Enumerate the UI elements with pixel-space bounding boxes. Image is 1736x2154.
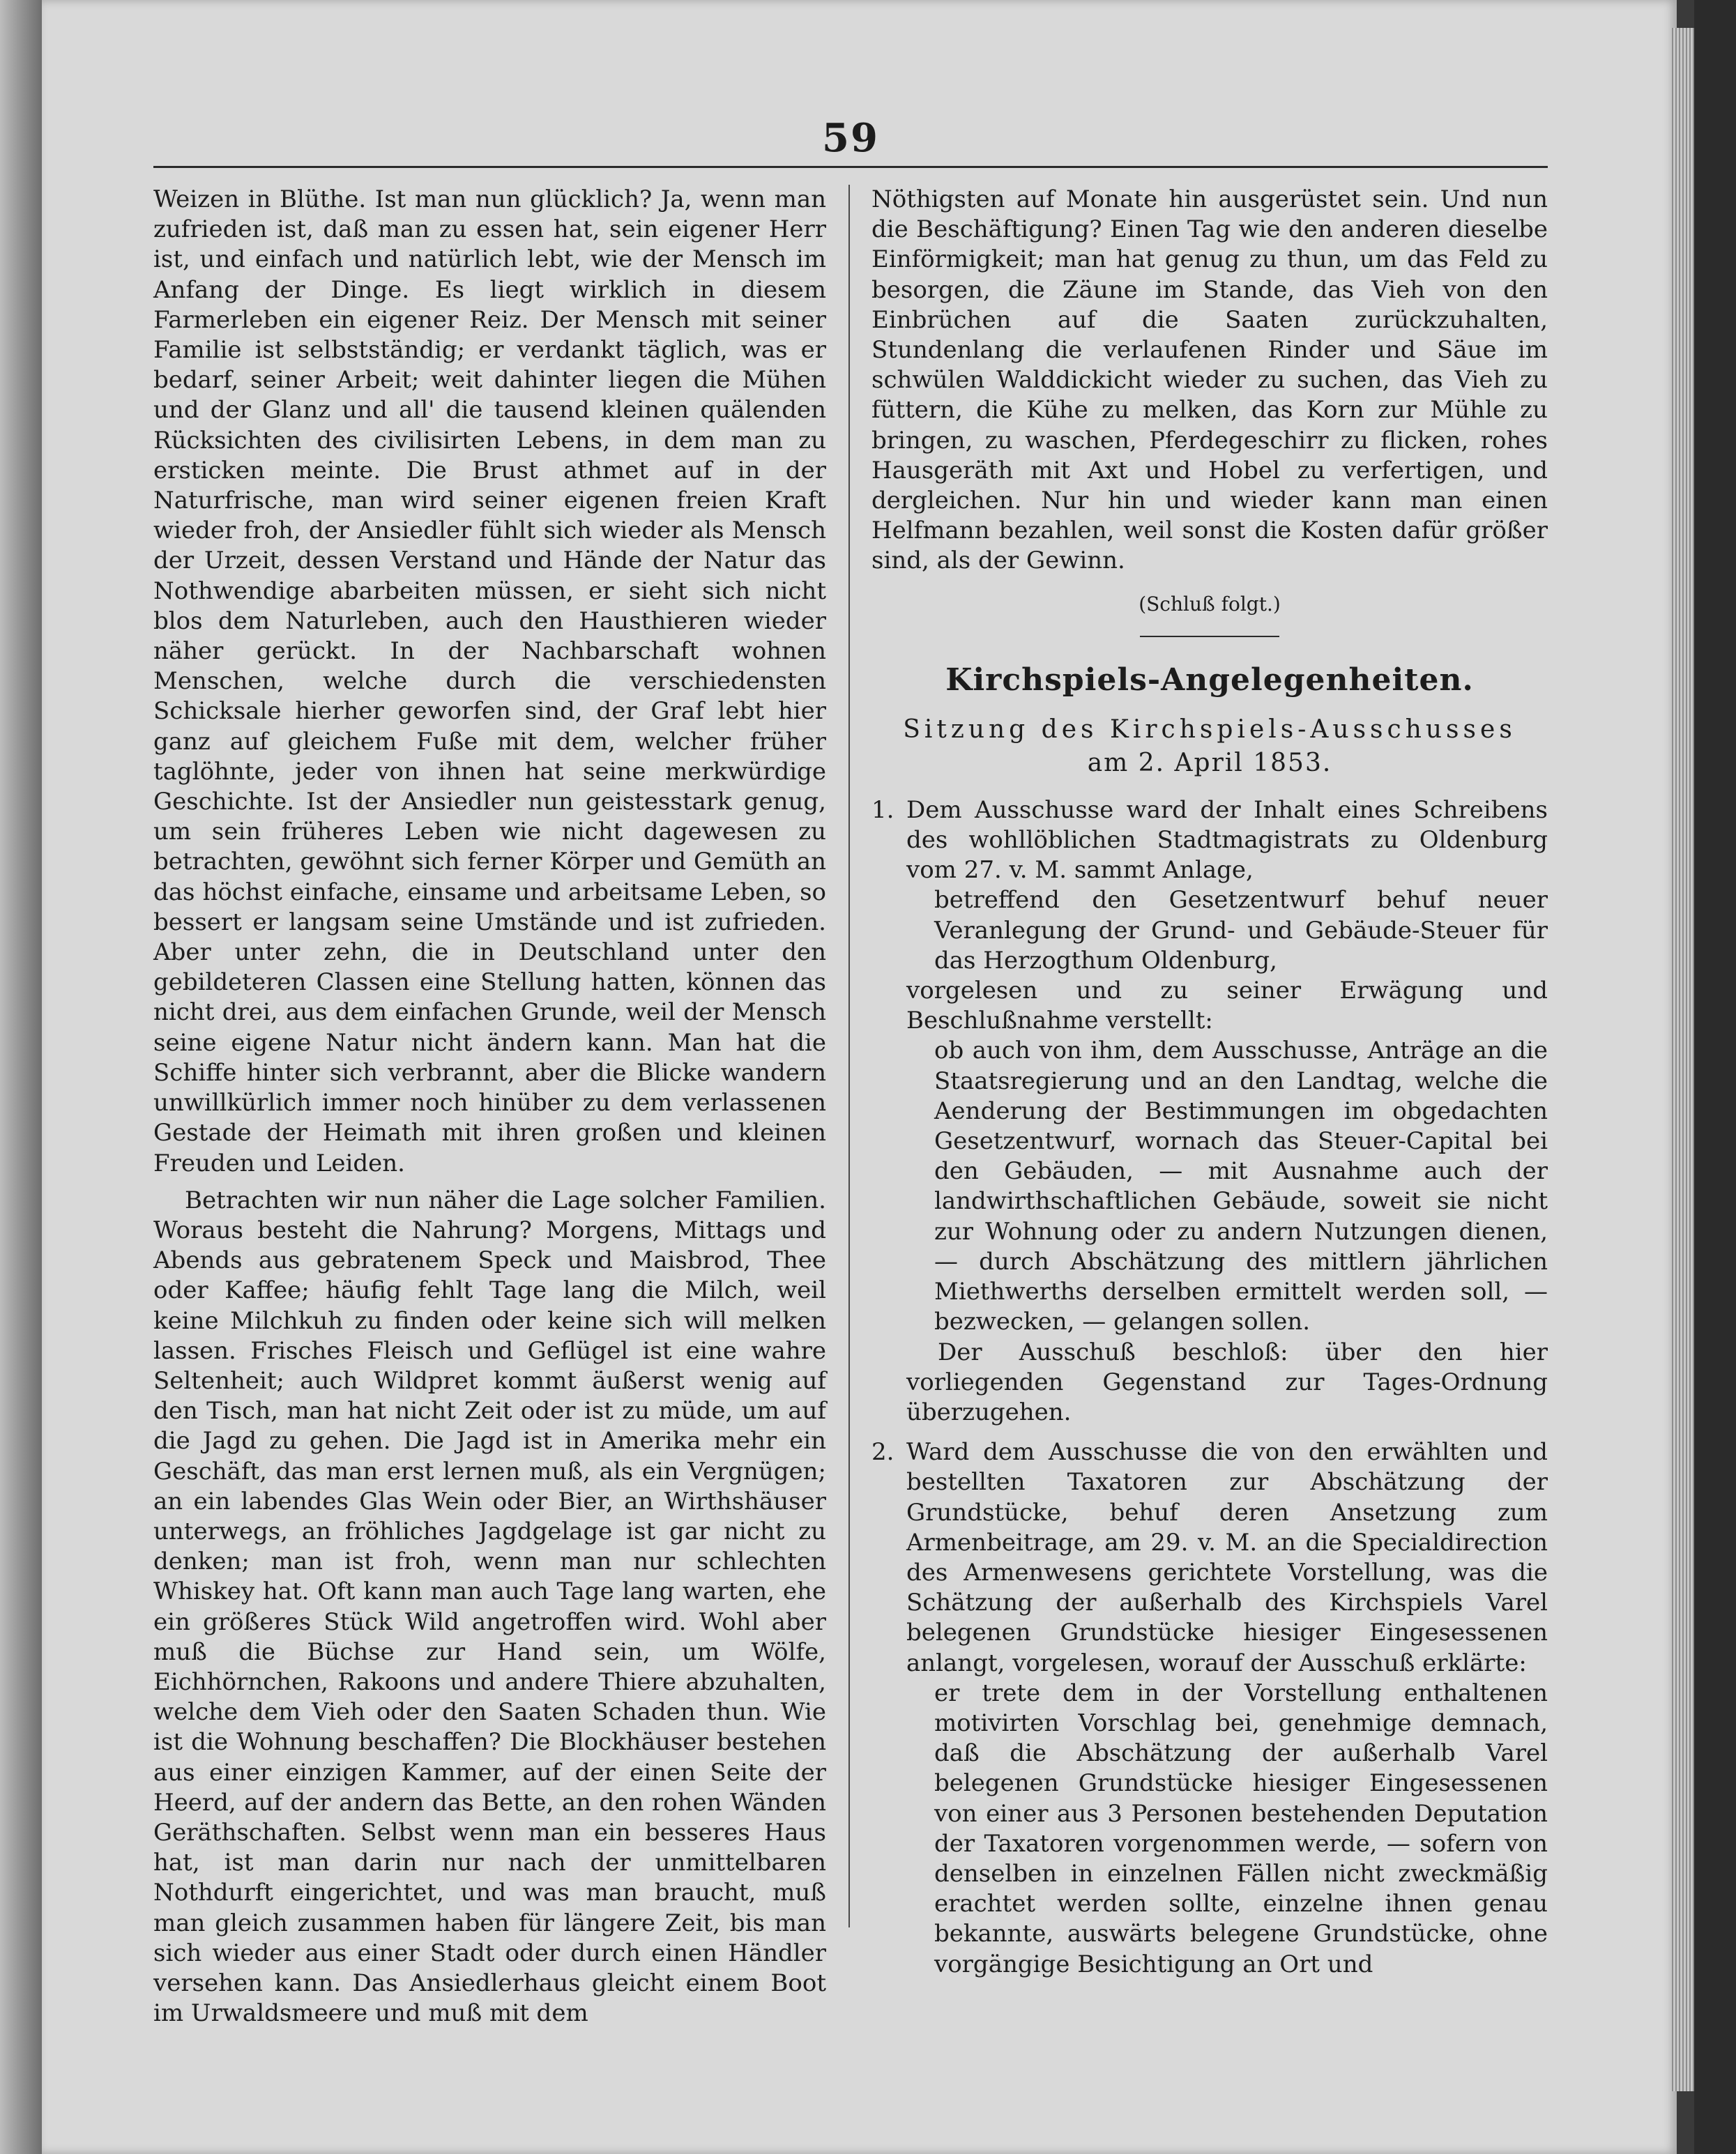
item-question: ob auch von ihm, dem Ausschusse, Anträge an die Staatsregierung und an den Landtag, welche die Aenderung der Bestimmungen im obgedachten Gesetzentwurf, wornach das Steuer-Capital bei den Gebäuden, — mit Ausnahme auch der landwirthschaftlichen Gebäude, soweit sie nicht zur Wohnung oder zu andern Nutzungen dienen, — durch Abschätzung des mittlern jährlichen Miethwerths derselben ermittelt werden soll, — bezwecken, — gelangen sollen. — [934, 1037, 1548, 1336]
body-paragraph: Weizen in Blüthe. Ist man nun glücklich? Ja, wenn man zufrieden ist, daß man zu essen hat, sein eigener Herr ist, und einfach und natürlich lebt, wie der Mensch im Anfang der Dinge. Es liegt wirklich in diesem Farmerleben ein eigener Reiz. Der Mensch mit seiner Familie ist selbstständig; er verdankt täglich, was er bedarf, seiner Arbeit; weit dahinter liegen die Mühen und der Glanz und all' die tausend kleinen quälenden Rücksichten des civilisirten Lebens, in dem man zu ersticken meinte. Die Brust athmet auf in der Naturfrische, man wird seiner eigenen freien Kraft wieder froh, der Ansiedler fühlt sich wieder als Mensch der Urzeit, dessen Verstand und Hände der Natur das Nothwendige abarbeiten müssen, er sieht sich nicht blos dem Naturleben, auch den Hausthieren wieder näher gerückt. In der Nachbarschaft wohnen Menschen, welche durch die verschiedensten Schicksale hierher geworfen sind, der Graf lebt hier ganz auf gleichem Fuße mit dem, welcher früher taglöhnte, jeder von ihnen hat seine merkwürdige Geschichte. Ist der Ansiedler nun geistesstark genug, um sein früheres Leben wie nicht dagewesen zu betrachten, gewöhnt sich ferner Körper und Gemüth an das höchst einfache, einsame und arbeitsame Leben, so bessert er langsam seine Umstände und ist zufrieden. Aber unter zehn, die in Deutschland unter den gebildeteren Classen eine Stellung hatten, können das nicht drei, aus dem einfachen Grunde, weil der Mensch seine eigene Natur nicht ändern kann. Man hat die Schiffe hinter sich verbrannt, aber die Blicke wandern unwillkürlich immer noch hinüber zu dem verlassenen Gestade der Heimath mit ihren großen und kleinen Freuden und Leiden. — [153, 185, 826, 1177]
page-number: 59 — [822, 115, 879, 161]
item-intro: Ward dem Ausschusse die von den erwählten und bestellten Taxatoren zur Abschätzung der Grundstücke, behuf deren Ansetzung zum Armenbeitrage, am 29. v. M. an die Specialdirection des Armenwesens gerichtete Vorstellung, was die Schätzung der außerhalb des Kirchspiels Varel belegenen Grundstücke hiesiger Eingesessenen anlangt, vorgelesen, worauf der Ausschuß erklärte: — [906, 1438, 1548, 1677]
header-rule — [153, 166, 1548, 168]
session-date: am 2. April 1853. — [1087, 748, 1332, 777]
closing-note: (Schluß folgt.) — [1139, 592, 1281, 616]
item-number: 2. — [871, 1438, 894, 1467]
column-divider — [848, 185, 850, 1927]
item-read: vorgelesen und zu seiner Erwägung und Beschlußnahme verstellt: — [906, 977, 1548, 1035]
item-intro: Dem Ausschusse ward der Inhalt eines Schreibens des wohllöblichen Stadtmagistrats zu Oldenburg vom 27. v. M. sammt Anlage, — [906, 795, 1548, 885]
agenda-item-1 — [871, 795, 1548, 1428]
item-decision: Der Ausschuß beschloß: über den hier vorliegenden Gegenstand zur Tages-Ordnung überzugehen. — [906, 1338, 1548, 1426]
section-title: Kirchspiels-Angelegenheiten. — [945, 662, 1474, 698]
session-title: Sitzung des Kirchspiels-Ausschusses — [903, 715, 1516, 744]
body-paragraph: Betrachten wir nun näher die Lage solcher Familien. Woraus besteht die Nahrung? Morgens, Mittags und Abends aus gebratenem Speck und Maisbrod, Thee oder Kaffee; häufig fehlt Tage lang die Milch, weil keine Milchkuh zu finden oder keine sich will melken lassen. Frisches Fleisch und Geflügel ist eine wahre Seltenheit; auch Wildpret kommt äußerst wenig auf den Tisch, man hat nicht Zeit oder ist zu müde, um auf die Jagd zu gehen. Die Jagd ist in Amerika mehr ein Geschäft, das man erst lernen muß, als ein Vergnügen; an ein labendes Glas Wein oder Bier, an Wirthshäuser unterwegs, an fröhliches Jagdgelage ist gar nicht zu denken; man ist froh, wenn man nur schlechten Whiskey hat. Oft kann man auch Tage lang warten, ehe ein größeres Stück Wild angetroffen wird. Wohl aber muß die Büchse zur Hand sein, um Wölfe, Eichhörnchen, Rakoons und andere Thiere abzuhalten, welche dem Vieh oder den Saaten Schaden thun. Wie ist die Wohnung beschaffen? Die Blockhäuser bestehen aus einer einzigen Kammer, auf der einen Seite der Heerd, auf der andern das Bette, an den rohen Wänden Geräthschaften. Selbst wenn man ein besseres Haus hat, ist man darin nur nach der unmittelbaren Nothdurft eingerichtet, und was man braucht, muß man gleich zusammen haben für längere Zeit, bis man sich wieder aus einer Stadt oder durch einen Händler versehen kann. Das Ansiedlerhaus gleicht einem Boot im Urwaldsmeere und muß mit dem — [153, 1186, 826, 2028]
scan-background-left — [0, 0, 42, 2154]
item-response: er trete dem in der Vorstellung enthaltenen motivirten Vorschlag bei, genehmige demnach, daß die Abschätzung der außerhalb Varel belegenen Grundstücke hiesiger Eingesessenen von einer aus 3 Personen bestehenden Deputation der Taxatoren vorgenommen werde, — sofern von denselben in einzelnen Fällen nicht zweckmäßig erachtet werden sollte, einzelne ihnen genau bekannte, auswärts belegene Grundstücke, ohne vorgängige Besichtigung an Ort und — [934, 1679, 1548, 1978]
right-column — [871, 185, 1548, 1980]
left-column — [153, 185, 826, 2029]
scan-background-right — [1694, 0, 1736, 2154]
agenda-item-2 — [871, 1437, 1548, 1980]
item-subject: betreffend den Gesetzentwurf behuf neuer Veranlegung der Grund- und Gebäude-Steuer für das Herzogthum Oldenburg, — [934, 886, 1548, 975]
section-separator — [1140, 636, 1279, 637]
body-paragraph-continuation: Nöthigsten auf Monate hin ausgerüstet sein. Und nun die Beschäftigung? Einen Tag wie den anderen dieselbe Einförmigkeit; man hat genug zu thun, um das Feld zu besorgen, die Zäune im Stande, das Vieh von den Einbrüchen auf die Saaten zurückzuhalten, Stundenlang die verlaufenen Rinder und Säue im schwülen Walddickicht wieder zu suchen, das Vieh zu füttern, die Kühe zu melken, das Korn zur Mühle zu bringen, zu waschen, Pferdegeschirr zu flicken, rohes Hausgeräth mit Axt und Hobel zu verfertigen, und dergleichen. Nur hin und wieder kann man einen Helfmann bezahlen, weil sonst die Kosten dafür größer sind, als der Gewinn. — [871, 185, 1548, 575]
page-stack-edges — [1670, 28, 1694, 2091]
item-number: 1. — [871, 795, 894, 824]
